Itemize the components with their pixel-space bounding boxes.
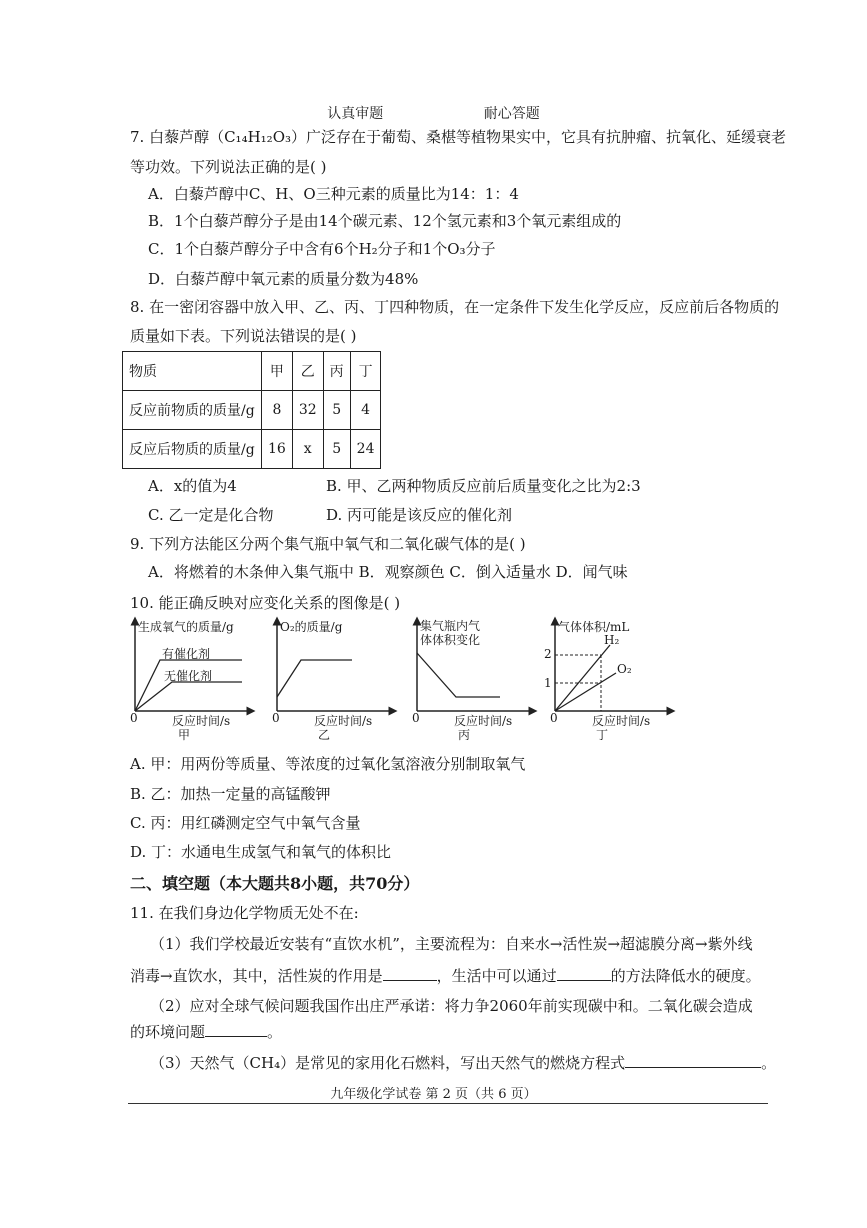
q11-p3-text-b: 。 [761,1054,777,1072]
table-cell: 反应前物质的质量/g [123,391,262,430]
q8-option-c: C. 乙一定是化合物 [148,506,274,524]
table-header-cell: 丁 [350,352,381,391]
graph-yi-origin: 0 [272,711,280,725]
graph-ding-label-o2: O₂ [617,662,632,676]
table-header-row [123,352,381,391]
graph-yi-name: 乙 [318,728,331,742]
graph-jia-name: 甲 [178,728,191,742]
q8-option-b: B. 甲、乙两种物质反应前后质量变化之比为2:3 [326,477,641,495]
graph-jia-ylabel: 生成氧气的质量/g [138,620,234,634]
page-footer: 九年级化学试卷 第 2 页（共 6 页） [330,1087,537,1102]
curve-without-catalyst [135,682,242,711]
page-header [0,103,867,123]
table-cell: x [292,430,323,469]
q9-options: A．将燃着的木条伸入集气瓶中 B．观察颜色 C．倒入适量水 D．闻气味 [148,563,628,581]
graph-jia-origin: 0 [130,711,138,725]
q11-p1-text-b: ，生活中可以通过 [436,967,557,985]
graph-ding-ylabel: 气体体积/mL [558,620,630,634]
q10-option-b: B. 乙：加热一定量的高锰酸钾 [130,785,331,803]
q8-stem-line2: 质量如下表。下列说法错误的是( ) [130,327,357,345]
graph-jia-label-catalyst: 有催化剂 [162,647,211,661]
line-o2 [555,673,616,711]
curve-o2-mass [277,660,352,697]
table-row [123,391,381,430]
footer-rule [128,1103,768,1104]
q7-stem-line1: 7. 白藜芦醇（C₁₄H₁₂O₃）广泛存在于葡萄、桑椹等植物果实中，它具有抗肿瘤、抗氧化、延缓衰老 [130,128,787,146]
table-cell: 24 [350,430,381,469]
graph-jia [126,615,256,740]
graph-bing-origin: 0 [412,711,420,725]
q8-mass-table [122,351,381,469]
table-header-cell: 乙 [292,352,323,391]
graph-yi-xlabel: 反应时间/s [314,714,373,728]
graph-bing-ylabel-line1: 集气瓶内气 [420,619,481,633]
q10-option-a: A. 甲：用两份等质量、等浓度的过氧化氢溶液分别制取氧气 [130,755,526,773]
q10-option-c: C. 丙：用红磷测定空气中氧气含量 [130,814,361,832]
q7-stem-line2: 等功效。下列说法正确的是( ) [130,158,327,176]
table-cell: 5 [323,391,350,430]
table-cell: 16 [262,430,293,469]
q8-option-d: D. 丙可能是该反应的催化剂 [326,506,513,524]
curve-volume-change [417,653,500,697]
graph-yi [268,615,398,740]
graph-jia-label-no-catalyst: 无催化剂 [164,669,213,683]
answer-blank-2[interactable] [557,966,611,981]
graph-bing [408,615,538,740]
answer-blank-3[interactable] [205,1022,267,1037]
q11-p2-text-b: 。 [267,1023,283,1041]
q11-p1-line2 [130,966,761,986]
answer-blank-1[interactable] [383,966,437,981]
table-header-cell: 丙 [323,352,350,391]
table-row [123,430,381,469]
q7-option-b: B．1个白藜芦醇分子是由14个碳元素、12个氢元素和3个氧元素组成的 [148,212,622,230]
q11-stem: 11. 在我们身边化学物质无处不在: [130,904,359,922]
graph-ding-xlabel: 反应时间/s [592,714,651,728]
q10-option-d: D. 丁：水通电生成氢气和氧气的体积比 [130,843,392,861]
q11-p1-text-a: 消毒→直饮水，其中，活性炭的作用是 [130,967,383,985]
table-header-cell: 物质 [123,352,262,391]
q11-p2-line2 [130,1022,282,1042]
q7-option-a: A．白藜芦醇中C、H、O三种元素的质量比为14：1：4 [148,185,519,203]
q11-p3-line [150,1053,776,1073]
graph-ding-name: 丁 [596,728,609,742]
q11-p2-line1: （2）应对全球气候问题我国作出庄严承诺：将力争2060年前实现碳中和。二氧化碳会造成 [150,997,753,1015]
q7-option-c: C．1个白藜芦醇分子中含有6个H₂分子和1个O₃分子 [148,240,496,258]
q11-p1-line1: （1）我们学校最近安装有“直饮水机”，主要流程为：自来水→活性炭→超滤膜分离→紫外线 [150,935,753,953]
table-cell: 反应后物质的质量/g [123,430,262,469]
table-cell: 32 [292,391,323,430]
table-cell: 4 [350,391,381,430]
header-right: 耐心答题 [483,106,540,122]
graph-bing-ylabel-line2: 体体积变化 [420,633,481,647]
q7-option-d: D．白藜芦醇中氧元素的质量分数为48% [148,270,419,288]
answer-blank-4[interactable] [625,1053,761,1068]
graph-yi-ylabel: O₂的质量/g [280,620,343,634]
q11-p1-text-c: 的方法降低水的硬度。 [610,967,761,985]
table-header-cell: 甲 [262,352,293,391]
table-cell: 5 [323,430,350,469]
q10-stem: 10. 能正确反映对应变化关系的图像是( ) [130,594,401,612]
graph-ding-tick-1: 1 [544,676,552,690]
graph-jia-xlabel: 反应时间/s [172,714,231,728]
q8-option-a: A．x的值为4 [148,477,237,495]
graph-ding-label-h2: H₂ [604,633,620,647]
q11-p3-text-a: （3）天然气（CH₄）是常见的家用化石燃料，写出天然气的燃烧方程式 [150,1054,626,1072]
graph-bing-name: 丙 [458,728,471,742]
section2-title: 二、填空题（本大题共8小题，共70分） [130,874,420,893]
graph-ding-origin: 0 [550,711,558,725]
q8-stem-line1: 8. 在一密闭容器中放入甲、乙、丙、丁四种物质，在一定条件下发生化学反应，反应前后各物质的 [130,298,780,316]
graph-bing-xlabel: 反应时间/s [454,714,513,728]
header-left: 认真审题 [327,106,384,122]
q9-stem: 9. 下列方法能区分两个集气瓶中氧气和二氧化碳气体的是( ) [130,535,526,553]
graph-ding-tick-2: 2 [544,647,552,661]
q11-p2-text-a: 的环境问题 [130,1023,206,1041]
table-cell: 8 [262,391,293,430]
graph-ding [546,615,676,740]
